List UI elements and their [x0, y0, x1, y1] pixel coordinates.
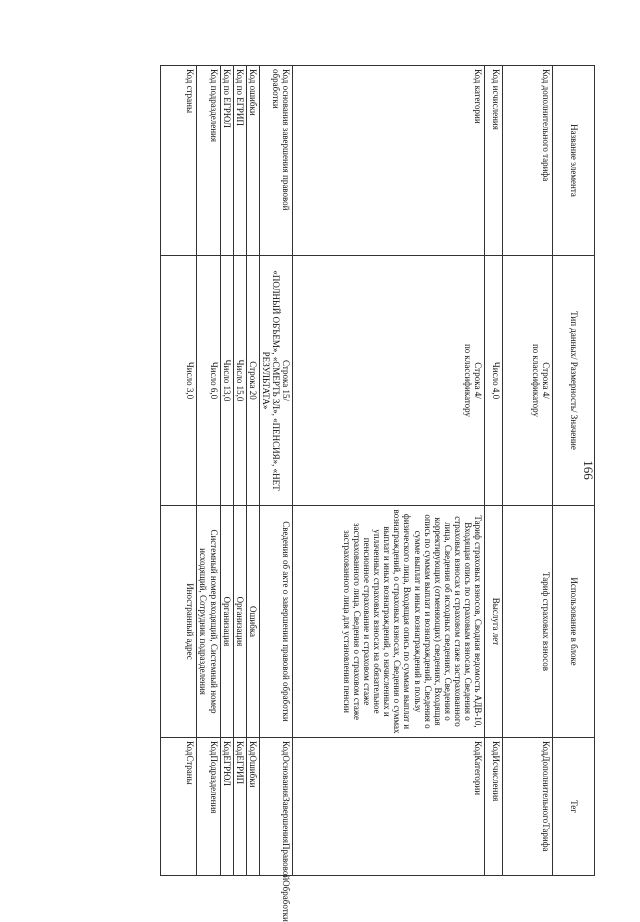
- page-number: 166: [581, 460, 596, 480]
- cell-type: Строка 15/ «ПОЛНЫЙ ОБЪЕМ», «СМЕРТЬ ЗЛ», «ПЕНСИЯ», «НЕТ РЕЗУЛЬТАТА»: [259, 256, 292, 506]
- cell-usage: Ошибка: [246, 506, 259, 738]
- cell-name: Код категории: [293, 66, 485, 256]
- cell-type: Число 6,0: [197, 256, 220, 506]
- cell-type: Строка 4/ по классификатору: [293, 256, 485, 506]
- table-row: [161, 66, 197, 876]
- cell-tag: КодОснованияЗавершенияПравовойОбработки: [259, 738, 292, 876]
- cell-type: Число 4,0: [485, 256, 503, 506]
- cell-usage: Выслуга лет: [485, 506, 503, 738]
- elements-table: [160, 65, 595, 922]
- cell-name: Код основания завершения правовой обработки: [259, 66, 292, 256]
- cell-usage: Системный номер входящий, Системный номер исходящий, Сотрудник подразделения: [197, 506, 220, 738]
- cell-tag: КодОшибки: [246, 738, 259, 876]
- header-usage: Использование в блоке: [553, 506, 595, 738]
- cell-type: Число 15,0: [233, 256, 246, 506]
- cell-name: Код исчисления: [485, 66, 503, 256]
- cell-usage: Сведения об акте о завершении правовой обработки: [259, 506, 292, 738]
- cell-usage: Организация: [233, 506, 246, 738]
- cell-usage: Тариф страховых взносов: [503, 506, 553, 738]
- cell-name: Код по ЕГРИП: [233, 66, 246, 256]
- cell-type: Строка 20: [246, 256, 259, 506]
- table-row: [503, 66, 553, 876]
- cell-name: Код страны: [161, 66, 197, 256]
- cell-usage: Иностранный адрес: [161, 506, 197, 738]
- cell-tag: КодКатегории: [293, 738, 485, 876]
- cell-tag: КодСтраны: [161, 738, 197, 876]
- table-row: [233, 66, 246, 876]
- cell-name: Код ошибки: [246, 66, 259, 256]
- cell-tag: КодИсчисления: [485, 738, 503, 876]
- cell-type: Строка 4/ по классификатору: [503, 256, 553, 506]
- cell-tag: КодЕГРЮЛ: [220, 738, 233, 876]
- cell-type: Число 13,0: [220, 256, 233, 506]
- cell-tag: КодДополнительногоТарифа: [503, 738, 553, 876]
- rotated-table-container: [167, 65, 595, 922]
- table-row: [259, 66, 292, 876]
- table-row: [220, 66, 233, 876]
- cell-tag: КодПодразделения: [197, 738, 220, 876]
- header-name: Название элемента: [553, 66, 595, 256]
- cell-usage: Тариф страховых взносов, Сводная ведомость АДВ-10, Входящая опись по страховым взносам, Сведения о страховых взносах и страховом стаже застрахованного лица, Сведения об исходных сведениях, Сведения о корректирующих (отменяющих) сведениях, Входящая опись по суммам выплат и вознаграждений, Сведения о сумме выплат и иных вознаграждений в пользу физического лица, Входящая опись по суммам выплат и вознаграждений, о страховых взносах, Сведения о суммах выплат и иных вознаграждений, о начисленных и уплаченных страховых взносах на обязательное пенсионное страхование и страховом стаже застрахованного лица, Сведения о страховом стаже застрахованного лица для установления пенсии: [293, 506, 485, 738]
- cell-tag: КодЕГРИП: [233, 738, 246, 876]
- cell-type: Число 3,0: [161, 256, 197, 506]
- cell-usage: Организация: [220, 506, 233, 738]
- table-header-row: [553, 66, 595, 876]
- header-tag: Тег: [553, 738, 595, 876]
- cell-name: Код дополнительного тарифа: [503, 66, 553, 256]
- table-row: [293, 66, 485, 876]
- table-row: [485, 66, 503, 876]
- table-row: [246, 66, 259, 876]
- table-row: [197, 66, 220, 876]
- header-type: Тип данных/ Размерность/ Значение: [553, 256, 595, 506]
- cell-name: Код подразделения: [197, 66, 220, 256]
- cell-name: Код по ЕГРЮЛ: [220, 66, 233, 256]
